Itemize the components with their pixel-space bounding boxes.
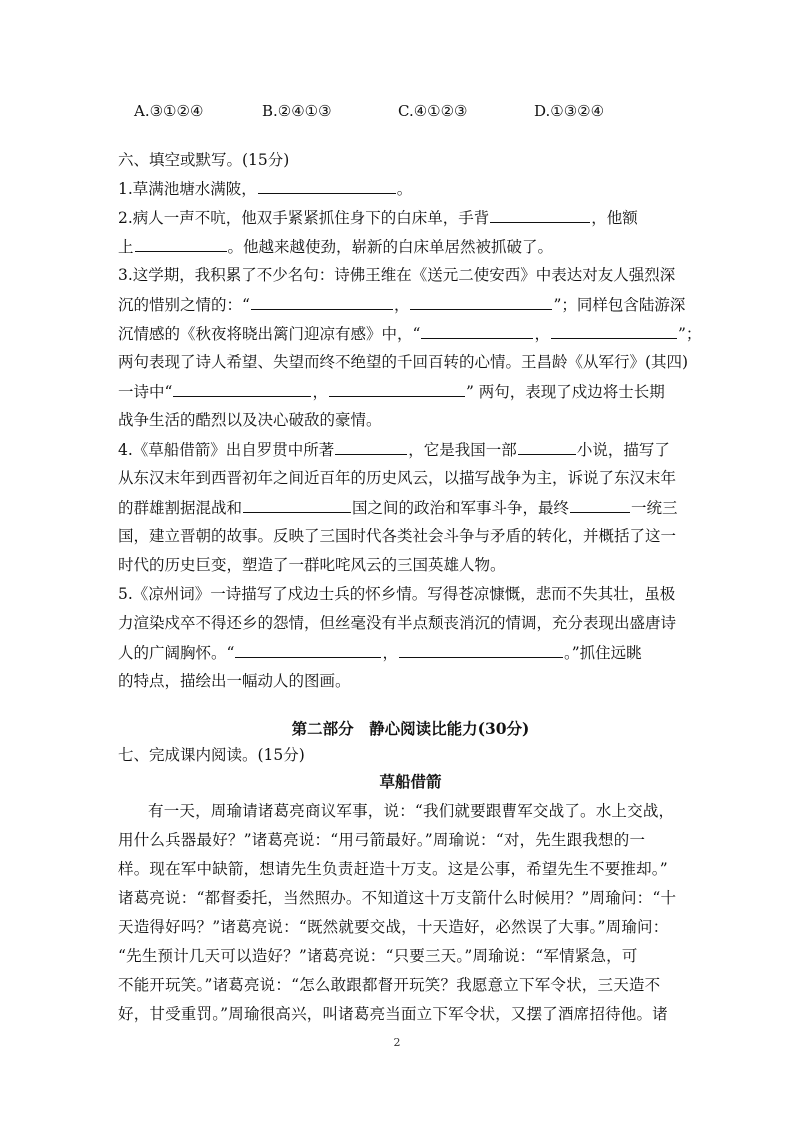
q5-line3	[118, 642, 703, 663]
q3-line3	[118, 323, 703, 344]
q3-line2	[118, 294, 703, 315]
q4-text-1: 4.《草船借箭》出自罗贯中所著	[118, 441, 335, 459]
q3-comma-1: ，	[393, 296, 410, 314]
answer-options	[130, 102, 730, 122]
q4-text-6: 一统三	[631, 499, 678, 517]
q3-text-4: ”；	[677, 325, 702, 343]
q3-line6: 战争生活的酷烈以及决心破敌的豪情。	[118, 411, 382, 429]
section7-heading: 七、完成课内阅读。(15分)	[118, 746, 305, 764]
q2-text-2: ，他额	[591, 209, 638, 227]
q1	[118, 178, 703, 199]
q1-blank[interactable]	[258, 178, 396, 194]
q2-blank-1[interactable]	[490, 207, 590, 223]
option-a: A.③①②④	[134, 102, 204, 120]
q3-blank-5[interactable]	[173, 381, 311, 397]
story-line: 不能开玩笑。”诸葛亮说：“怎么敢跟都督开玩笑？我愿意立下军令状，三天造不	[118, 976, 661, 994]
story-line: 诸葛亮说：“都督委托，当然照办。不知道这十万支箭什么时候用？”周瑜问：“十	[118, 889, 677, 907]
story-line: 样。现在军中缺箭，想请先生负责赶造十万支。这是公事，希望先生不要推却。”	[118, 860, 668, 878]
q4-blank-2[interactable]	[518, 439, 576, 455]
q4-line4: 国，建立晋朝的故事。反映了三国时代各类社会斗争与矛盾的转化，并概括了这一	[118, 527, 677, 545]
q3-blank-3[interactable]	[421, 323, 533, 339]
part2-heading: 第二部分 静心阅读比能力(30分)	[291, 719, 530, 738]
q3-text-3: 沉情感的《秋夜将晓出篱门迎凉有感》中，“	[118, 325, 421, 343]
q5-line4: 的特点，描绘出一幅动人的图画。	[118, 672, 351, 690]
story-line: 好，甘受重罚。”周瑜很高兴，叫诸葛亮当面立下军令状，又摆了酒席招待他。诸	[118, 1005, 668, 1023]
option-d: D.①③②④	[534, 102, 605, 120]
q4-blank-1[interactable]	[335, 439, 407, 455]
q3-line4: 两句表现了诗人希望、失望而终不绝望的千回百转的心情。王昌龄《从军行》(其四)	[118, 353, 689, 371]
q5-blank-1[interactable]	[235, 642, 381, 658]
q3-blank-6[interactable]	[329, 381, 465, 397]
page-number: 2	[393, 1036, 401, 1049]
q5-blank-2[interactable]	[399, 642, 563, 658]
story-line: 天造得好吗？”诸葛亮说：“既然就要交战，十天造好，必然误了大事。”周瑜问：	[118, 918, 669, 936]
q4-line1	[118, 439, 703, 460]
q4-blank-4[interactable]	[570, 497, 630, 513]
q2-line1	[118, 207, 703, 228]
q4-text-2: ，它是我国一部	[408, 441, 517, 459]
option-b: B.②④①③	[262, 102, 332, 120]
q4-text-3: 小说，描写了	[576, 441, 670, 459]
q4-line5: 时代的历史巨变，塑造了一群叱咤风云的三国英雄人物。	[118, 556, 506, 574]
q5-comma: ，	[382, 644, 398, 662]
q5-line2: 力渲染戍卒不得还乡的怨情，但丝毫没有半点颓丧消沉的情调，充分表现出盛唐诗	[118, 614, 677, 632]
q4-line3	[118, 497, 703, 518]
story-line: 有一天，周瑜请诸葛亮商议军事，说：“我们就要跟曹军交战了。水上交战，	[148, 802, 675, 820]
q4-text-5: 国之间的政治和军事斗争，最终	[352, 499, 570, 517]
q1-end: 。	[396, 180, 413, 198]
q2-text-1: 2.病人一声不吭，他双手紧紧抓住身下的白床单，手背	[118, 209, 490, 227]
q2-line2	[118, 236, 703, 257]
q2-text-3: 上	[118, 238, 134, 256]
q5-line1: 5.《凉州词》一诗描写了戍边士兵的怀乡情。写得苍凉慷慨，悲而不失其壮，虽极	[118, 585, 676, 603]
q5-text-2: 。”抓住远眺	[563, 644, 642, 662]
q3-comma-2: ，	[534, 325, 550, 343]
q3-text-1: 沉的惜别之情的：“	[118, 296, 250, 314]
q3-line1: 3.这学期，我积累了不少名句：诗佛王维在《送元二使安西》中表达对友人强烈深	[118, 266, 676, 284]
story-line: 用什么兵器最好？”诸葛亮说：“用弓箭最好。”周瑜说：“对，先生跟我想的一	[118, 831, 646, 849]
q3-blank-2[interactable]	[410, 294, 552, 310]
q3-line5	[118, 381, 703, 402]
q3-text-6: ” 两句，表现了戍边将士长期	[465, 383, 665, 401]
q3-blank-4[interactable]	[551, 323, 677, 339]
q4-blank-3[interactable]	[243, 497, 351, 513]
q5-text-1: 人的广阔胸怀。“	[118, 644, 235, 662]
option-c: C.④①②③	[398, 102, 468, 120]
q2-text-4: 。他越来越使劲，崭新的白床单居然被抓破了。	[227, 238, 554, 256]
q3-blank-1[interactable]	[251, 294, 393, 310]
q4-line2: 从东汉末年到西晋初年之间近百年的历史风云，以描写战争为主，诉说了东汉末年	[118, 469, 677, 487]
q3-text-5: 一诗中“	[118, 383, 173, 401]
q3-text-2: ”；同样包含陆游深	[553, 296, 686, 314]
section6-heading: 六、填空或默写。(15分)	[118, 151, 290, 169]
story-title: 草船借箭	[379, 772, 442, 791]
q3-comma-3: ，	[312, 383, 328, 401]
q2-blank-2[interactable]	[135, 236, 227, 252]
q1-text: 1.草满池塘水满陂，	[118, 180, 257, 198]
q4-text-4: 的群雄割据混战和	[118, 499, 243, 517]
story-line: “先生预计几天可以造好？”诸葛亮说：“只要三天。”周瑜说：“军情紧急，可	[118, 947, 638, 965]
